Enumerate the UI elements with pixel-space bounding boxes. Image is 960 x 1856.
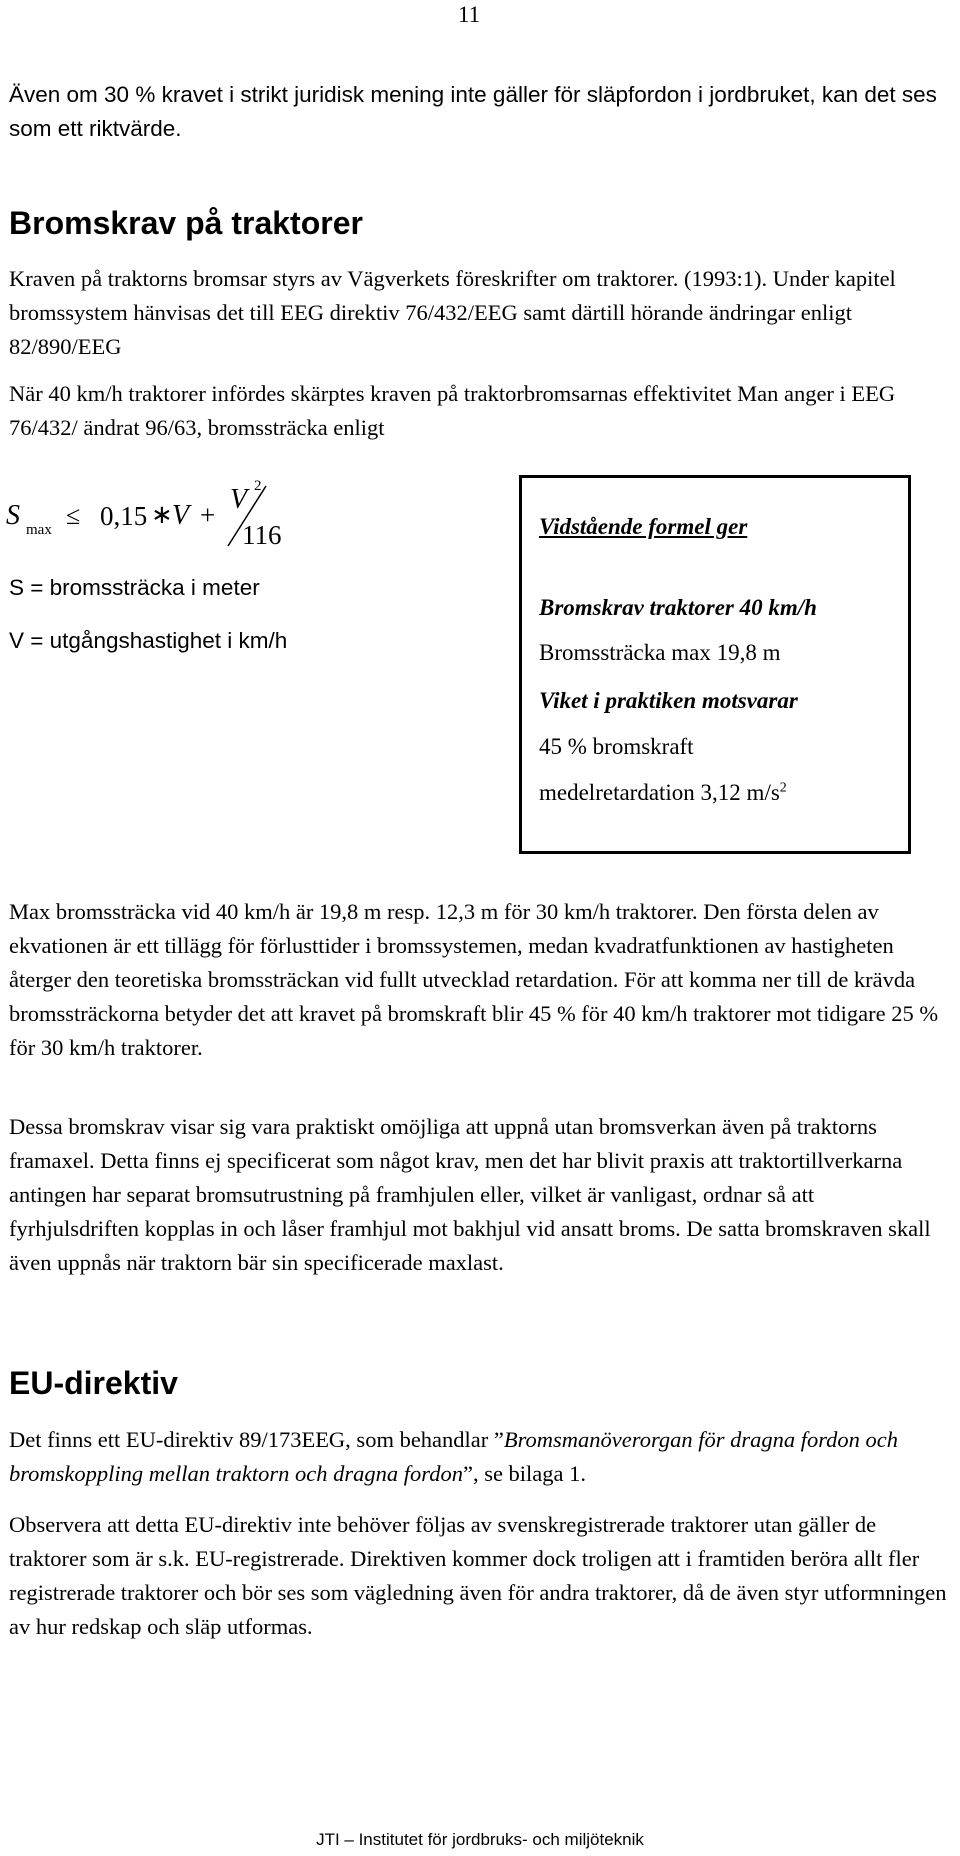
formula-denominator: 116 bbox=[242, 520, 282, 550]
box-title: Vidstående formel ger bbox=[539, 514, 748, 539]
heading-eu-direktiv: EU-direktiv bbox=[9, 1365, 178, 1401]
box-subtitle: Bromskrav traktorer 40 km/h bbox=[539, 595, 817, 620]
paragraph-max-distance: Max bromssträcka vid 40 km/h är 19,8 m resp. 12,3 m för 30 km/h traktorer. Den första delen av ekvationen är ett tillägg för förlusttider i bromssystemen, medan kvadratfunktionen av hastigheten återger den teoretiska bromssträckan vid fullt utvecklad retardation. För att komma ner till de krävda bromssträckorna betyder det att kravet på bromskraft blir 45 % för 40 km/h traktorer mot tidigare 25 % för 30 km/h traktorer. bbox=[9, 899, 939, 1060]
page-number: 11 bbox=[458, 2, 481, 27]
formula-leq: ≤ bbox=[66, 501, 81, 530]
paragraph-observera: Observera att detta EU-direktiv inte behöver följas av svenskregistrerade traktorer utan gäller de traktorer som är s.k. EU-registrerade. Direktiven kommer dock troligen att i framtiden beröra allt fler registrerade traktorer och bör ses som vägledning även för andra traktorer, då de även styr utformningen av hur redskap och släp utformas. bbox=[9, 1512, 947, 1639]
box-retardation bbox=[539, 780, 787, 806]
paragraph-framaxel: Dessa bromskrav visar sig vara praktiskt omöjliga att uppnå utan bromsverkan även på traktorns framaxel. Detta finns ej specificerat som något krav, men det har blivit praxis att traktortillverkarna antingen har separat bromsutrustning på framhjulen eller, vilket är vanligast, ordnar så att fyrhjulsdriften kopplas in och låser framhjul mot bakhjul vid ansatt broms. De satta bromskraven skall även uppnås när traktorn bär sin specificerade maxlast. bbox=[9, 1114, 931, 1275]
footer: JTI – Institutet för jordbruks- och miljöteknik bbox=[316, 1830, 644, 1849]
formula-v-squared: V bbox=[230, 484, 248, 515]
eu-directive-text-b: ”, se bilaga 1. bbox=[462, 1461, 587, 1486]
box-subtitle-2: Viket i praktiken motsvarar bbox=[539, 688, 798, 713]
formula-s: S bbox=[6, 500, 20, 531]
formula-multiply: ∗ bbox=[151, 500, 173, 529]
formula-v: V bbox=[172, 500, 190, 531]
box-retardation-sup: 2 bbox=[779, 780, 787, 796]
definition-s: S = bromssträcka i meter bbox=[9, 575, 260, 600]
formula-sub-max: max bbox=[26, 522, 52, 538]
definition-v: V = utgångshastighet i km/h bbox=[9, 628, 288, 653]
formula-plus: + bbox=[200, 500, 216, 530]
paragraph-40kmh: När 40 km/h traktorer infördes skärptes kraven på traktorbromsarnas effektivitet Man anger i EEG 76/432/ ändrat 96/63, bromssträcka enligt bbox=[9, 381, 896, 440]
paragraph-eu-directive bbox=[9, 1423, 949, 1491]
paragraph-kraven: Kraven på traktorns bromsar styrs av Vägverkets föreskrifter om traktorer. (1993:1). Under kapitel bromssystem hänvisas det till EEG direktiv 76/432/EEG samt därtill hörande ändringar enligt 82/890/EEG bbox=[9, 266, 896, 359]
formula-coefficient: 0,15 bbox=[100, 501, 148, 531]
formula-exponent: 2 bbox=[254, 478, 262, 494]
eu-directive-text-a: Det finns ett EU-direktiv 89/173EEG, som behandlar ” bbox=[9, 1427, 504, 1452]
result-box bbox=[519, 475, 911, 854]
heading-bromskrav: Bromskrav på traktorer bbox=[9, 205, 363, 241]
intro-paragraph: Även om 30 % kravet i strikt juridisk mening inte gäller för släpfordon i jordbruket, kan det ses som ett riktvärde. bbox=[9, 82, 937, 141]
box-retardation-text: medelretardation 3,12 m/s bbox=[539, 780, 780, 805]
box-brake-force: 45 % bromskraft bbox=[539, 734, 694, 759]
box-brake-distance: Bromssträcka max 19,8 m bbox=[539, 640, 781, 665]
eu-directive-title: Bromsmanöverorgan för dragna fordon och bromskoppling mellan traktorn och dragna fordon bbox=[9, 1427, 899, 1486]
braking-formula bbox=[4, 478, 304, 558]
